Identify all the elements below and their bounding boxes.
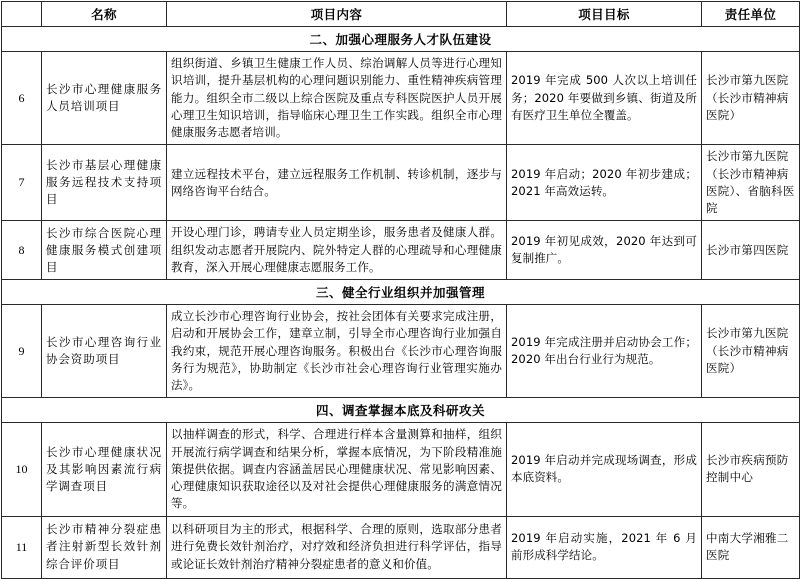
row-goal: 2019 年启动并完成现场调查，形成本底资料。 [507,423,702,516]
section-title-2: 二、加强心理服务人才队伍建设 [2,27,800,52]
section-header-row-3 [2,280,800,305]
table-row [2,145,800,221]
row-content: 以抽样调查的形式，科学、合理进行样本含量测算和抽样，组织开展流行病学调查和结果分析，掌握本底情况，为下阶段精准施策提供依据。调查内容涵盖居民心理健康状况、常见影响因素、心理健康知识获取途径以及对社会提供心理健康服务的满意情况等。 [167,423,507,516]
row-goal: 2019 年完成 500 人次以上培训任务；2020 年要做到乡镇、街道及所有医疗卫生单位全覆盖。 [507,52,702,145]
row-number: 8 [2,221,42,280]
project-plan-table [1,1,800,579]
row-number: 9 [2,305,42,398]
row-name: 长沙市基层心理健康服务远程技术支持项目 [42,145,167,221]
row-content: 组织街道、乡镇卫生健康工作人员、综治调解人员等进行心理知识培训，提升基层机构的心理问题识别能力、重性精神疾病管理能力。组织全市二级以上综合医院及重点专科医院医护人员开展心理卫生知识培训，指导临床心理卫生工作实践。组织全市心理健康服务志愿者培训。 [167,52,507,145]
row-name: 长沙市心理健康服务人员培训项目 [42,52,167,145]
row-content: 成立长沙市心理咨询行业协会，按社会团体有关要求完成注册，启动和开展协会工作，建章立制，引导全市心理咨询行业加强自我约束，规范开展心理咨询服务。积极出台《长沙市心理咨询服务行为规范》，协助制定《长沙市社会心理咨询行业管理实施办法》。 [167,305,507,398]
row-content: 以科研项目为主的形式，根据科学、合理的原则，选取部分患者进行免费长效针剂治疗，对疗效和经济负担进行科学评估，指导或论证长效针剂治疗精神分裂症患者的意义和价值。 [167,516,507,578]
table-row [2,423,800,516]
row-goal: 2019 年完成注册并启动协会工作；2020 年出台行业行为规范。 [507,305,702,398]
row-goal: 2019 年初见成效，2020 年达到可复制推广。 [507,221,702,280]
table-row [2,221,800,280]
row-name: 长沙市心理健康状况及其影响因素流行病学调查项目 [42,423,167,516]
column-header-goal: 项目目标 [507,2,702,27]
row-unit: 长沙市第九医院（长沙市精神病医院） [702,305,800,398]
row-unit: 长沙市第四医院 [702,221,800,280]
row-unit: 长沙市第九医院（长沙市精神病医院） [702,52,800,145]
row-content: 开设心理门诊，聘请专业人员定期坐诊，服务患者及健康人群。组织发动志愿者开展院内、院外特定人群的心理疏导和心理健康教育，深入开展心理健康志愿服务工作。 [167,221,507,280]
table-row [2,52,800,145]
row-goal: 2019 年启动；2020 年初步建成；2021 年高效运转。 [507,145,702,221]
row-unit: 中南大学湘雅二医院 [702,516,800,578]
table-row [2,516,800,578]
row-number: 10 [2,423,42,516]
section-title-3: 三、健全行业组织并加强管理 [2,280,800,305]
section-title-4: 四、调查掌握本底及科研攻关 [2,398,800,423]
row-unit: 长沙市第九医院（长沙市精神病医院）、省脑科医院 [702,145,800,221]
row-name: 长沙市心理咨询行业协会资助项目 [42,305,167,398]
section-header-row-2 [2,27,800,52]
row-unit: 长沙市疾病预防控制中心 [702,423,800,516]
section-header-row-4 [2,398,800,423]
table-row [2,305,800,398]
row-number: 6 [2,52,42,145]
column-header-unit: 责任单位 [702,2,800,27]
row-name: 长沙市精神分裂症患者注射新型长效针剂综合评价项目 [42,516,167,578]
row-name: 长沙市综合医院心理健康服务模式创建项目 [42,221,167,280]
row-number: 11 [2,516,42,578]
column-header-content: 项目内容 [167,2,507,27]
column-header-number [2,2,42,27]
row-content: 建立远程技术平台，建立远程服务工作机制、转诊机制，逐步与网络咨询平台结合。 [167,145,507,221]
column-header-name: 名称 [42,2,167,27]
document-page [0,1,800,571]
row-goal: 2019 年启动实施，2021 年 6 月前形成科学结论。 [507,516,702,578]
row-number: 7 [2,145,42,221]
table-header-row [2,2,800,27]
